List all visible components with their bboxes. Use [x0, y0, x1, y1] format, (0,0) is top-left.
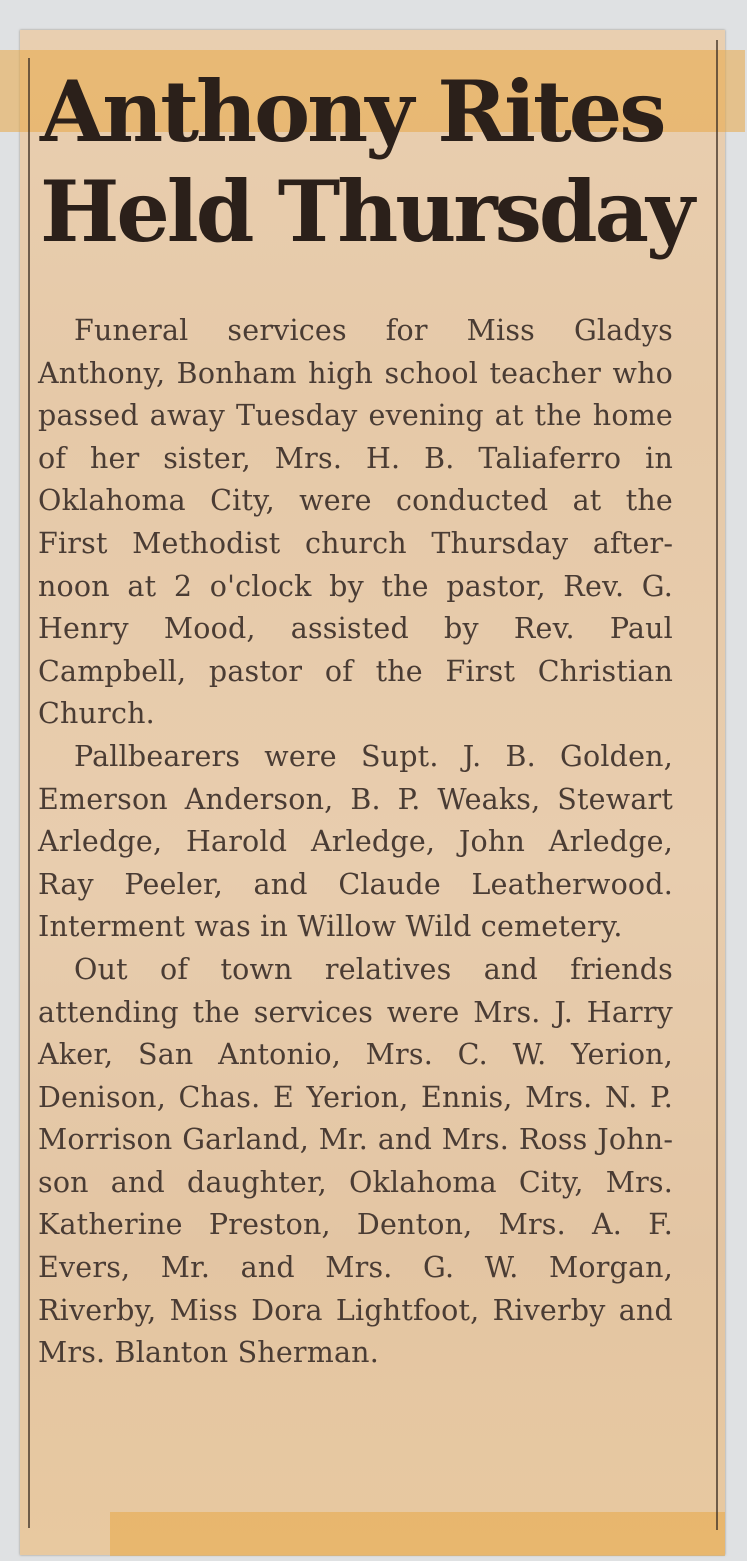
column-rule-right: [716, 40, 718, 1530]
headline-line-2: Held Thursday: [40, 162, 692, 261]
tape-strip-bottom: [110, 1512, 725, 1556]
headline: [40, 62, 700, 262]
article-body: [38, 310, 673, 1375]
paragraph-attendees: Out of town relatives and friends attending the services were Mrs. J. Harry Aker, San Antonio, Mrs. C. W. Yerion, Denison, Chas. E Yerion, Ennis, Mrs. N. P. Morrison Garland, Mr. and Mrs. Ross Johnson and daughter, Oklahoma City, Mrs. Katherine Preston, Denton, Mrs. A. F. Evers, Mr. and Mrs. G. W. Morgan, Riverby, Miss Dora Lightfoot, Riverby and Mrs. Blanton Sherman.: [38, 952, 673, 1370]
headline-line-1: Anthony Rites: [40, 62, 664, 161]
paragraph-pallbearers: Pallbearers were Supt. J. B. Golden, Emerson Anderson, B. P. Weaks, Stewart Arledge, Harold Arledge, John Arledge, Ray Peeler, and Claude Leatherwood. Interment was in Willow Wild cemetery.: [38, 739, 673, 944]
column-rule-left: [28, 58, 30, 1528]
paragraph-funeral-services: Funeral services for Miss Gladys Anthony, Bonham high school teacher who passed away Tuesday evening at the home of her sister, Mrs. H. B. Taliaferro in Oklahoma City, were conducted at the First Methodist church Thursday afternoon at 2 o'clock by the pastor, Rev. G. Henry Mood, assisted by Rev. Paul Campbell, pastor of the First Christian Church.: [38, 314, 673, 731]
